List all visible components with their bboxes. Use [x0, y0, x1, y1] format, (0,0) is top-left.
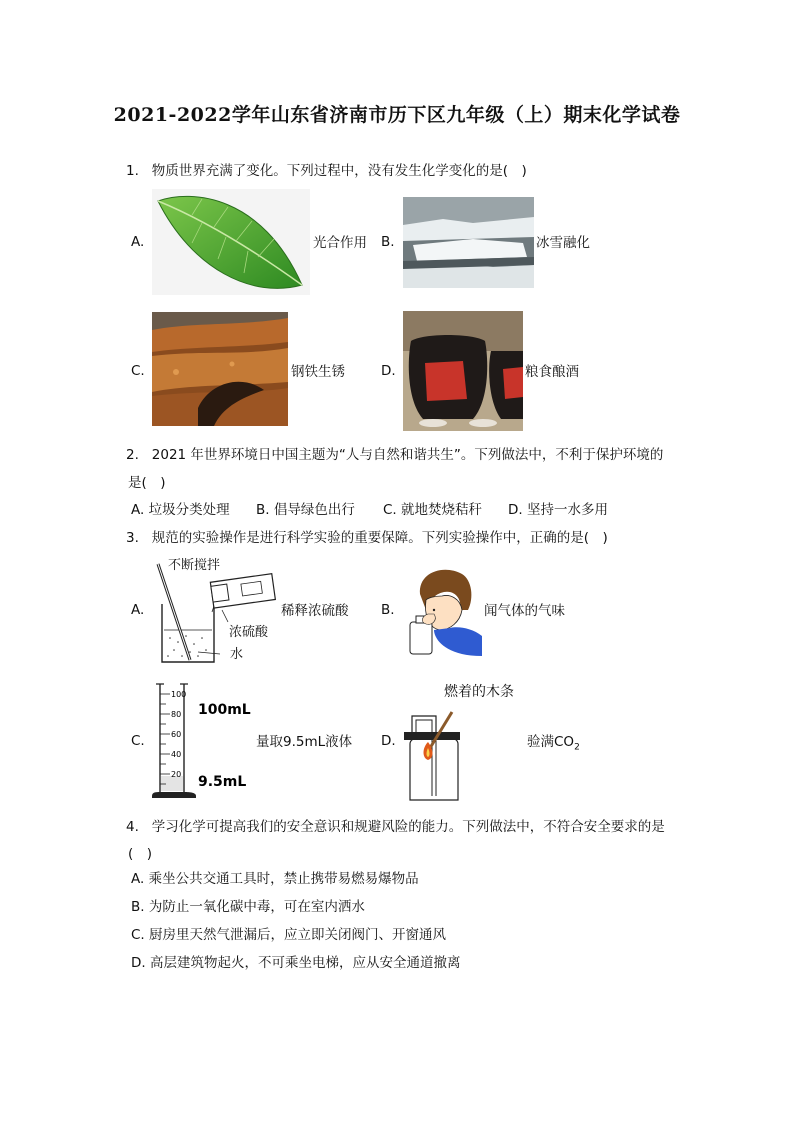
page-title: 2021-2022学年山东省济南市历下区九年级（上）期末化学试卷 [113, 104, 681, 126]
question-3-stem: 3. 规范的实验操作是进行科学实验的重要保障。下列实验操作中，正确的是( ) [126, 530, 608, 546]
q3a-label-stir: 不断搅拌 [168, 558, 221, 573]
co2-check-diagram [400, 708, 466, 806]
q1-option-b-letter[interactable]: B. [381, 234, 395, 250]
q4-option-d[interactable]: D. 高层建筑物起火，不可乘坐电梯，应从安全通道撤离 [131, 955, 461, 971]
q2-option-b[interactable]: B. 倡导绿色出行 [256, 502, 355, 518]
tick-40: 40 [171, 750, 182, 759]
label-100ml: 100mL [198, 702, 251, 718]
question-2-stem-line2: 是( ) [128, 475, 166, 491]
q1-option-c-text: 钢铁生锈 [291, 364, 345, 380]
measuring-cylinder-diagram [150, 680, 252, 802]
tick-60: 60 [171, 730, 182, 739]
q2-option-c[interactable]: C. 就地焚烧秸秆 [383, 502, 483, 518]
q1-option-c-letter[interactable]: C. [131, 363, 145, 379]
q3a-label-water: 水 [230, 647, 244, 662]
question-4-stem-line2: ( ) [128, 846, 153, 862]
q3-option-a-letter[interactable]: A. [131, 602, 145, 618]
q3d-label-burning-stick: 燃着的木条 [444, 684, 514, 700]
q3-option-b-letter[interactable]: B. [381, 602, 395, 618]
melting-ice-image [403, 197, 534, 288]
question-4-stem-line1: 4. 学习化学可提高我们的安全意识和规避风险的能力。下列做法中，不符合安全要求的是 [126, 819, 665, 835]
label-9-5ml: 9.5mL [198, 774, 247, 790]
q4-option-a[interactable]: A. 乘坐公共交通工具时，禁止携带易燃易爆物品 [131, 871, 419, 887]
q1-option-d-letter[interactable]: D. [381, 363, 396, 379]
q2-option-d[interactable]: D. 坚持一水多用 [508, 502, 608, 518]
q1-option-d-text: 粮食酿酒 [525, 364, 579, 380]
q3-option-b-text: 闻气体的气味 [484, 603, 565, 619]
q3-option-c-text: 量取9.5mL液体 [256, 734, 353, 750]
q1-option-a-letter[interactable]: A. [131, 234, 145, 250]
smell-gas-diagram [404, 564, 482, 656]
q3-option-d-text: 验满$CO_2$ [527, 734, 580, 753]
q2-option-a[interactable]: A. 垃圾分类处理 [131, 502, 230, 518]
q1-option-a-text: 光合作用 [313, 235, 367, 251]
question-2-stem-line1: 2. 2021 年世界环境日中国主题为“人与自然和谐共生”。下列做法中，不利于保护环境的 [126, 447, 664, 463]
q3-option-c-letter[interactable]: C. [131, 733, 145, 749]
rusty-steel-image [152, 312, 288, 426]
q3a-label-conc-acid: 浓硫酸 [229, 625, 269, 640]
leaf-image [152, 189, 310, 295]
q1-option-b-text: 冰雪融化 [536, 235, 590, 251]
wine-jars-image [403, 311, 523, 431]
question-1-stem: 1. 物质世界充满了变化。下列过程中，没有发生化学变化的是( ) [126, 163, 527, 179]
q3-option-d-letter[interactable]: D. [381, 733, 396, 749]
q4-option-b[interactable]: B. 为防止一氧化碳中毒，可在室内洒水 [131, 899, 365, 915]
q4-option-c[interactable]: C. 厨房里天然气泄漏后，应立即关闭阀门、开窗通风 [131, 927, 447, 943]
tick-80: 80 [171, 710, 182, 719]
tick-100: 100 [171, 690, 187, 699]
tick-20: 20 [171, 770, 182, 779]
q3-option-a-text: 稀释浓硫酸 [281, 603, 349, 619]
